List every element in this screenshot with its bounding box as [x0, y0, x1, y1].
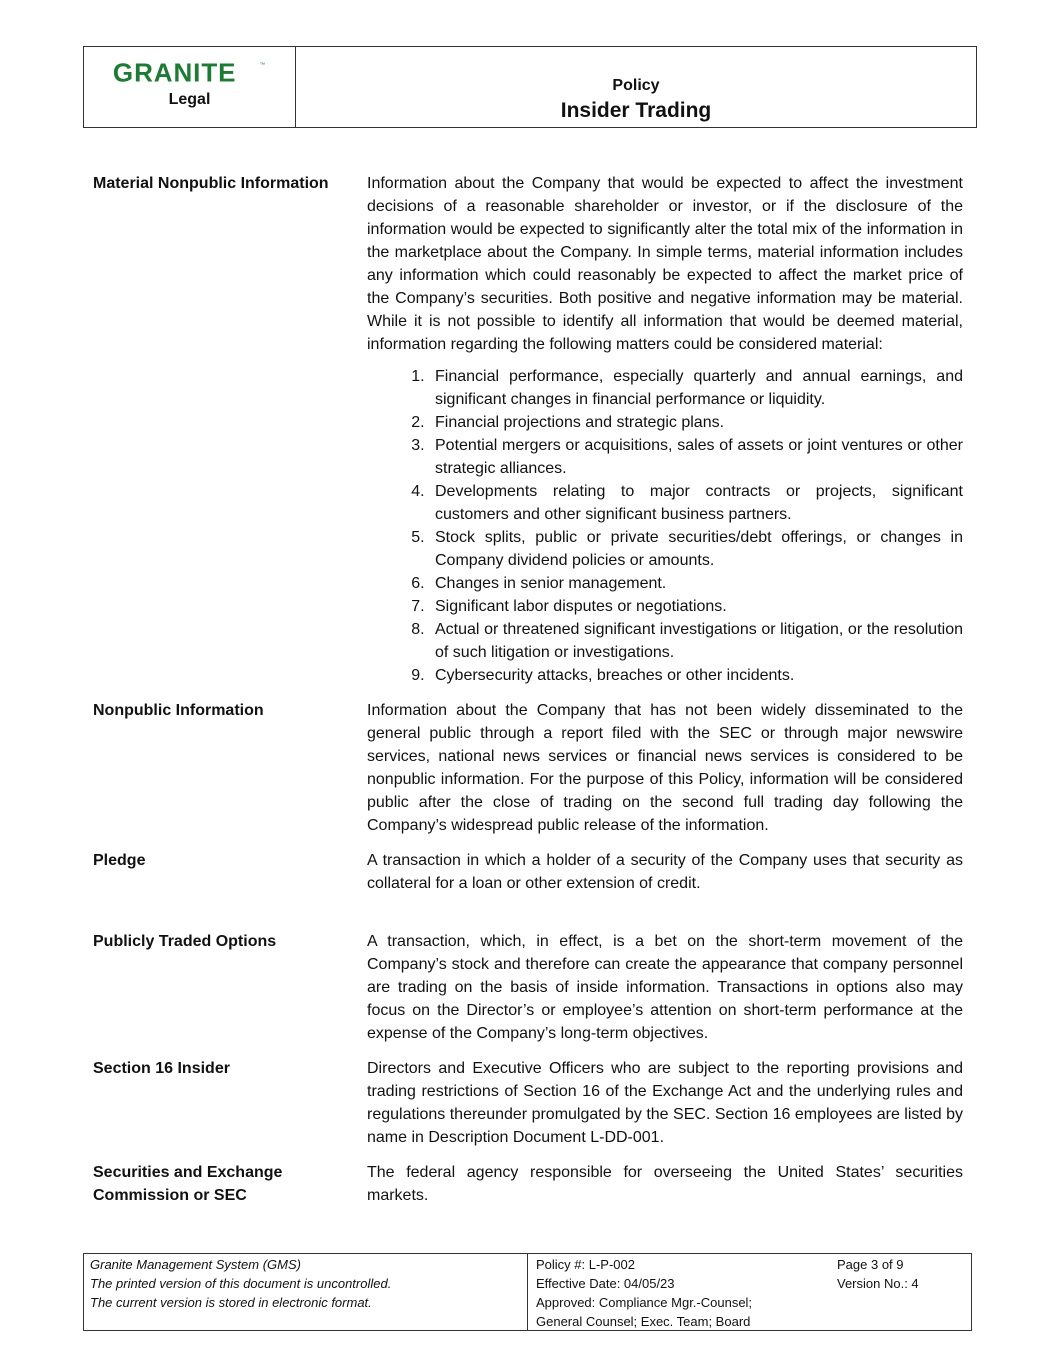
footer-page-info [837, 1254, 971, 1330]
definition-row [93, 1161, 963, 1207]
footer-version: Version No.: 4 [837, 1276, 919, 1291]
document-header [83, 46, 977, 128]
svg-text:™: ™ [259, 62, 265, 69]
definition-term: Material Nonpublic Information [93, 175, 329, 192]
definition-row [93, 699, 963, 837]
header-department-cell [84, 47, 296, 127]
footer-stored-note: The current version is stored in electronic format. [90, 1295, 372, 1310]
definition-row [93, 930, 963, 1045]
definition-row [93, 849, 963, 895]
list-item: 1. Financial performance, especially quarterly and annual earnings, and significant changes in financial performance or liquidity. [429, 365, 963, 411]
definition-text: A transaction, which, in effect, is a bet on the short-term movement of the Company’s stock and therefore can create the appearance that company personnel are trading on the basis of inside information. Transactions in options also may focus on the Director’s or employee’s attention on short-term performance at the expense of the Company’s long-term objectives. [367, 933, 963, 1042]
footer-approved-cont: General Counsel; Exec. Team; Board [536, 1314, 751, 1329]
definition-text [367, 172, 963, 687]
logo-wordmark: GRANITE [112, 59, 236, 85]
definition-term [93, 1161, 367, 1207]
definition-text: A transaction in which a holder of a security of the Company uses that security as collateral for a loan or other extension of credit. [367, 852, 963, 892]
document-footer [83, 1253, 972, 1331]
definition-term: Pledge [93, 852, 146, 869]
definitions-list [93, 172, 963, 1219]
definition-row [93, 172, 963, 687]
definition-term-line: Securities and Exchange [93, 1164, 283, 1181]
footer-effective-date: Effective Date: 04/05/23 [536, 1276, 675, 1291]
footer-approved: Approved: Compliance Mgr.-Counsel; [536, 1295, 753, 1310]
material-matters-list [367, 365, 963, 687]
footer-policy-number: Policy #: L-P-002 [536, 1257, 635, 1272]
definition-term: Nonpublic Information [93, 702, 264, 719]
footer-policy-info [528, 1254, 837, 1330]
document-title: Insider Trading [560, 99, 712, 122]
footer-system: Granite Management System (GMS) [90, 1257, 301, 1272]
document-type: Policy [612, 77, 660, 94]
department-label: Legal [168, 91, 211, 108]
list-item: 3. Potential mergers or acquisitions, sales of assets or joint ventures or other strategic alliances. [429, 434, 963, 480]
list-item: 9. Cybersecurity attacks, breaches or other incidents. [429, 664, 963, 687]
footer-system-info [84, 1254, 528, 1330]
definition-term: Publicly Traded Options [93, 933, 277, 950]
list-item: 4. Developments relating to major contracts or projects, significant customers and other significant business partners. [429, 480, 963, 526]
list-item: 5. Stock splits, public or private securities/debt offerings, or changes in Company dividend policies or amounts. [429, 526, 963, 572]
footer-uncontrolled-note: The printed version of this document is uncontrolled. [90, 1276, 392, 1291]
list-item: 8. Actual or threatened significant investigations or litigation, or the resolution of such litigation or investigations. [429, 618, 963, 664]
list-item: 2. Financial projections and strategic plans. [429, 411, 963, 434]
list-item: 6. Changes in senior management. [429, 572, 963, 595]
granite-logo [110, 59, 270, 85]
header-title-cell [296, 47, 976, 127]
definition-term: Section 16 Insider [93, 1060, 230, 1077]
definition-text: Information about the Company that has not been widely disseminated to the general public through a report filed with the SEC or through major newswire services, national news services or financial news services is considered to be nonpublic information. For the purpose of this Policy, information will be considered public after the close of trading on the second full trading day following the Company’s widespread public release of the information. [367, 702, 963, 834]
list-item: 7. Significant labor disputes or negotiations. [429, 595, 963, 618]
definition-row [93, 1057, 963, 1149]
definition-text: Directors and Executive Officers who are subject to the reporting provisions and trading restrictions of Section 16 of the Exchange Act and the underlying rules and regulations thereunder promulgated by the SEC. Section 16 employees are listed by name in Description Document L-DD-001. [367, 1060, 963, 1146]
definition-text: The federal agency responsible for overseeing the United States’ securities markets. [367, 1164, 963, 1204]
definition-paragraph: Information about the Company that would be expected to affect the investment decisions of a reasonable shareholder or investor, or if the disclosure of the information would be expected to significantly alter the total mix of the information in the marketplace about the Company. In simple terms, material information includes any information which could reasonably be expected to affect the market price of the Company’s securities. Both positive and negative information may be material. While it is not possible to identify all information that would be deemed material, information regarding the following matters could be considered material: [367, 175, 963, 353]
definition-term-line: Commission or SEC [93, 1187, 247, 1204]
footer-page-number: Page 3 of 9 [837, 1257, 904, 1272]
